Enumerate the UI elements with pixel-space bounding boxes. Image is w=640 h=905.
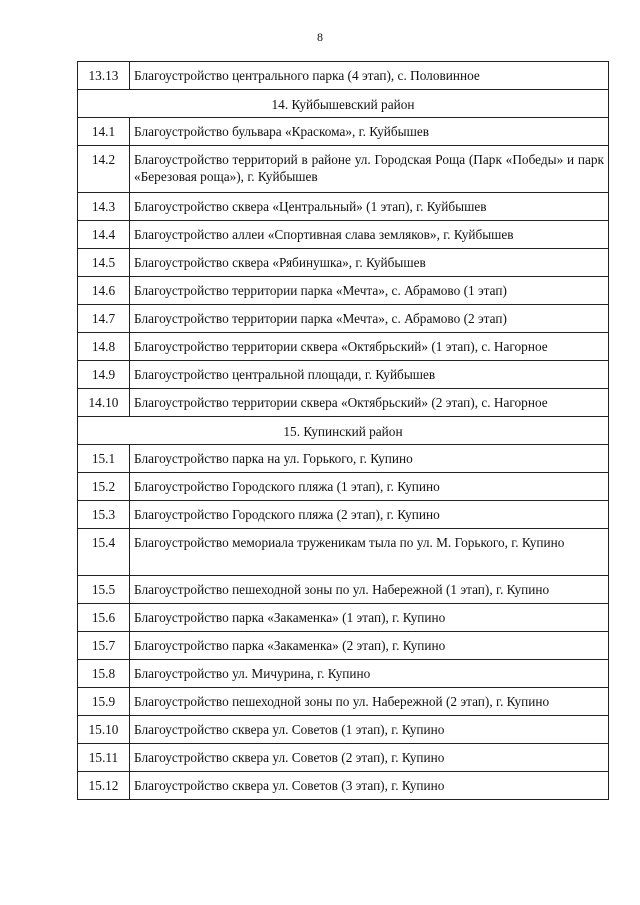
item-description: Благоустройство центрального парка (4 этап), с. Половинное (130, 62, 609, 90)
item-description: Благоустройство территории парка «Мечта», с. Абрамово (2 этап) (130, 305, 609, 333)
projects-table-body (78, 62, 609, 800)
table-row (78, 445, 609, 473)
table-row (78, 688, 609, 716)
item-description: Благоустройство мемориала труженикам тыла по ул. М. Горького, г. Купино (130, 529, 609, 576)
item-number: 14.3 (78, 193, 130, 221)
item-description: Благоустройство центральной площади, г. Куйбышев (130, 361, 609, 389)
table-row (78, 576, 609, 604)
item-description: Благоустройство парка «Закаменка» (1 этап), г. Купино (130, 604, 609, 632)
item-number: 15.5 (78, 576, 130, 604)
item-description: Благоустройство территории сквера «Октябрьский» (2 этап), с. Нагорное (130, 389, 609, 417)
projects-table (77, 61, 609, 800)
item-number: 14.1 (78, 118, 130, 146)
item-number: 14.7 (78, 305, 130, 333)
item-number: 15.10 (78, 716, 130, 744)
item-description: Благоустройство пешеходной зоны по ул. Набережной (1 этап), г. Купино (130, 576, 609, 604)
table-row (78, 473, 609, 501)
item-number: 15.11 (78, 744, 130, 772)
item-number: 15.1 (78, 445, 130, 473)
table-row (78, 501, 609, 529)
table-row (78, 772, 609, 800)
section-title: 15. Купинский район (78, 417, 609, 445)
table-row (78, 716, 609, 744)
item-description: Благоустройство пешеходной зоны по ул. Набережной (2 этап), г. Купино (130, 688, 609, 716)
table-row (78, 221, 609, 249)
item-description: Благоустройство Городского пляжа (1 этап), г. Купино (130, 473, 609, 501)
item-description: Благоустройство сквера ул. Советов (1 этап), г. Купино (130, 716, 609, 744)
item-number: 15.2 (78, 473, 130, 501)
item-description: Благоустройство территории сквера «Октябрьский» (1 этап), с. Нагорное (130, 333, 609, 361)
item-description: Благоустройство бульвара «Краскома», г. Куйбышев (130, 118, 609, 146)
item-description: Благоустройство территории парка «Мечта», с. Абрамово (1 этап) (130, 277, 609, 305)
item-number: 13.13 (78, 62, 130, 90)
item-description: Благоустройство сквера «Рябинушка», г. Куйбышев (130, 249, 609, 277)
item-number: 15.6 (78, 604, 130, 632)
table-row (78, 529, 609, 576)
table-row (78, 249, 609, 277)
table-row (78, 744, 609, 772)
table-row (78, 193, 609, 221)
item-description: Благоустройство сквера ул. Советов (3 этап), г. Купино (130, 772, 609, 800)
item-description: Благоустройство аллеи «Спортивная слава земляков», г. Куйбышев (130, 221, 609, 249)
table-row (78, 361, 609, 389)
table-row (78, 277, 609, 305)
section-title: 14. Куйбышевский район (78, 90, 609, 118)
item-description: Благоустройство сквера ул. Советов (2 этап), г. Купино (130, 744, 609, 772)
item-description: Благоустройство Городского пляжа (2 этап), г. Купино (130, 501, 609, 529)
table-row (78, 118, 609, 146)
table-row (78, 305, 609, 333)
section-header-row (78, 90, 609, 118)
item-description: Благоустройство парка «Закаменка» (2 этап), г. Купино (130, 632, 609, 660)
item-number: 14.4 (78, 221, 130, 249)
item-number: 15.12 (78, 772, 130, 800)
item-number: 14.8 (78, 333, 130, 361)
item-number: 15.3 (78, 501, 130, 529)
item-description: Благоустройство территорий в районе ул. Городская Роща (Парк «Победы» и парк «Березовая роща»), г. Куйбышев (130, 146, 609, 193)
item-description: Благоустройство парка на ул. Горького, г. Купино (130, 445, 609, 473)
item-description: Благоустройство ул. Мичурина, г. Купино (130, 660, 609, 688)
item-number: 15.7 (78, 632, 130, 660)
table-row (78, 632, 609, 660)
item-number: 15.9 (78, 688, 130, 716)
table-row (78, 660, 609, 688)
table-row (78, 333, 609, 361)
item-number: 14.9 (78, 361, 130, 389)
table-row (78, 604, 609, 632)
item-number: 15.4 (78, 529, 130, 576)
item-number: 14.2 (78, 146, 130, 193)
item-number: 14.10 (78, 389, 130, 417)
table-row (78, 389, 609, 417)
table-row (78, 146, 609, 193)
table-row (78, 62, 609, 90)
item-number: 15.8 (78, 660, 130, 688)
item-description: Благоустройство сквера «Центральный» (1 этап), г. Куйбышев (130, 193, 609, 221)
item-number: 14.6 (78, 277, 130, 305)
section-header-row (78, 417, 609, 445)
item-number: 14.5 (78, 249, 130, 277)
page-number: 8 (317, 30, 323, 44)
